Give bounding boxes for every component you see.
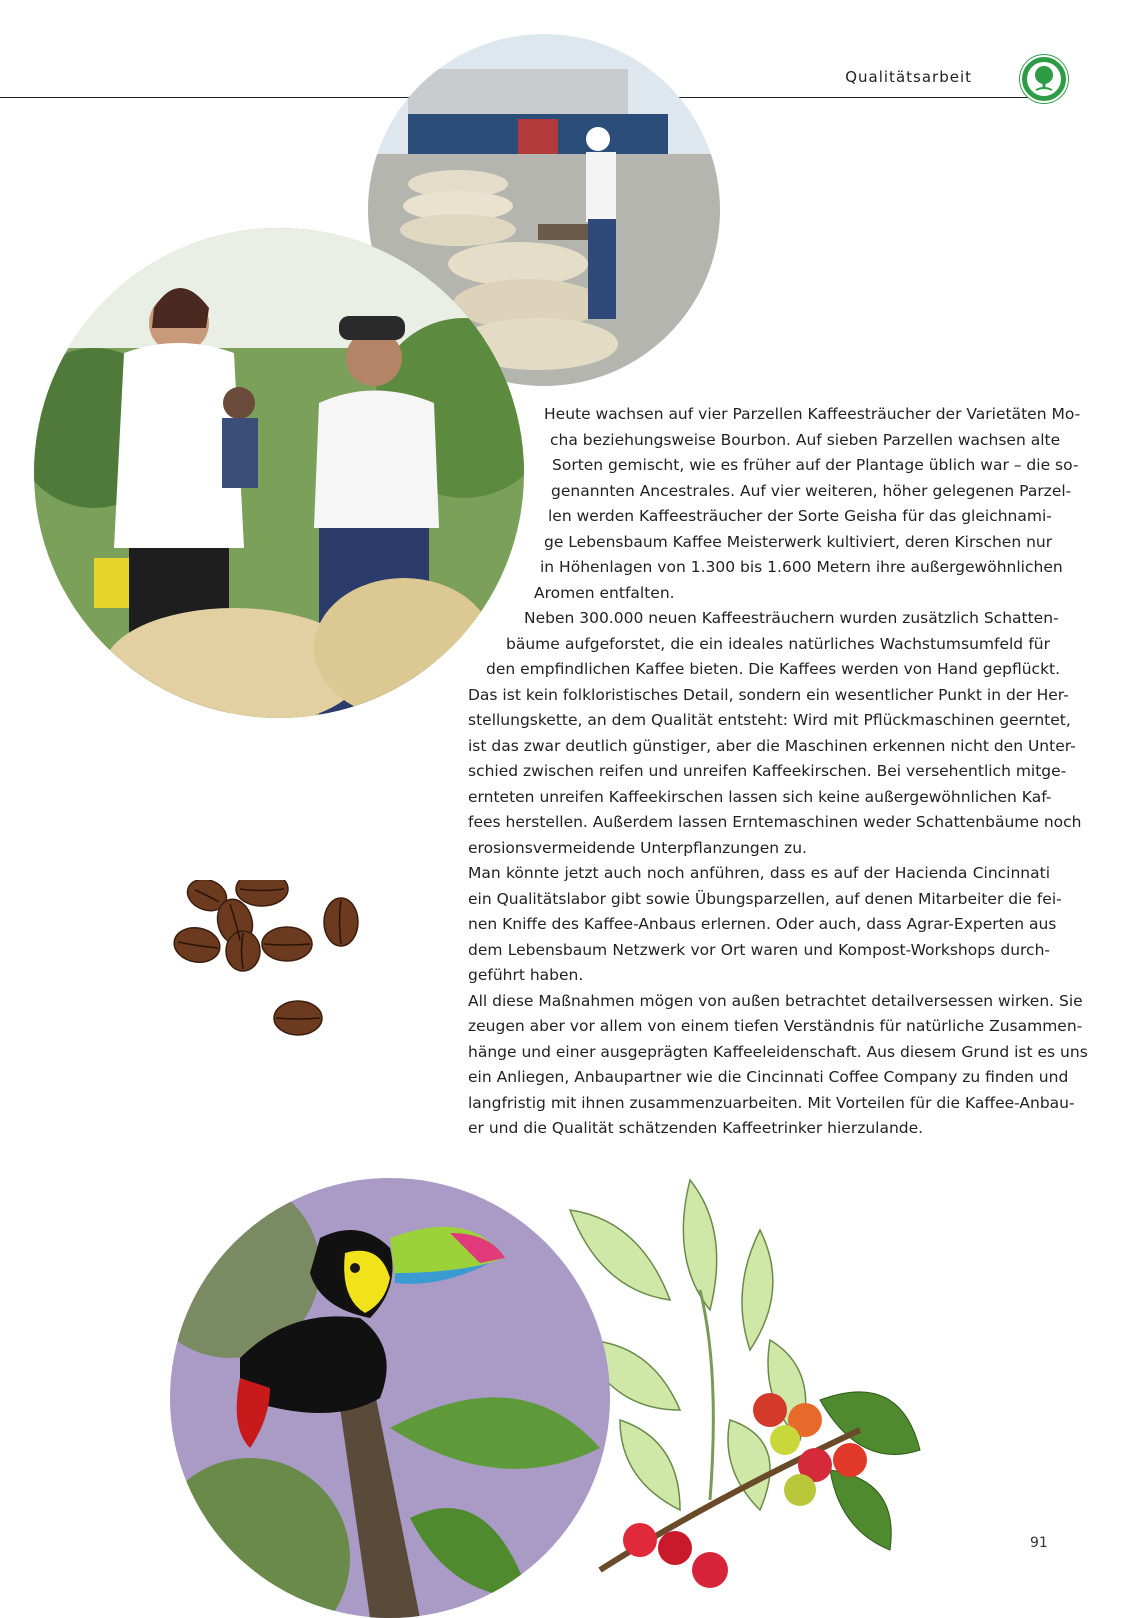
paragraph-line: ernteten unreifen Kaffeekirschen lassen sich keine außergewöhnlichen Kaf- (468, 787, 1052, 806)
paragraph-line: Neben 300.000 neuen Kaffeesträuchern wurden zusätzlich Schatten- (524, 609, 1059, 627)
paragraph-line: hänge und einer ausgeprägten Kaffeeleidenschaft. Aus diesem Grund ist es uns (468, 1042, 1088, 1061)
paragraph-line: stellungskette, an dem Qualität entsteht: Wird mit Pflückmaschinen geerntet, (468, 711, 1071, 729)
paragraph-line: cha beziehungsweise Bourbon. Auf sieben Parzellen wachsen alte (550, 430, 1061, 449)
section-label: Qualitätsarbeit (845, 68, 972, 86)
paragraph-line: erosionsvermeidende Unterpflanzungen zu. (468, 838, 807, 857)
tree-icon (1022, 57, 1066, 101)
farmers-photo (34, 228, 524, 718)
page-number: 91 (1030, 1535, 1048, 1551)
paragraph-line: in Höhenlagen von 1.300 bis 1.600 Metern ihre außergewöhnlichen (540, 558, 1063, 576)
paragraph-line: nen Kniffe des Kaffee-Anbaus erlernen. Oder auch, dass Agrar-Experten aus (468, 915, 1057, 933)
paragraph-line: zeugen aber vor allem von einem tiefen Verständnis für natürliche Zusammen- (468, 1017, 1083, 1035)
paragraph-line: Aromen entfalten. (534, 583, 675, 602)
paragraph-line: er und die Qualität schätzenden Kaffeetrinker hierzulande. (468, 1119, 924, 1137)
paragraph-line: Heute wachsen auf vier Parzellen Kaffeesträucher der Varietäten Mo- (544, 405, 1081, 423)
paragraph-line: len werden Kaffeesträucher der Sorte Geisha für das gleichnami- (548, 507, 1052, 525)
paragraph-line: ge Lebensbaum Kaffee Meisterwerk kultiviert, deren Kirschen nur (544, 532, 1053, 551)
coffee-beans-image (170, 880, 380, 1050)
paragraph-line: fees herstellen. Außerdem lassen Erntemaschinen weder Schattenbäume noch (468, 813, 1082, 831)
paragraph-line: bäume aufgeforstet, die ein ideales natürliches Wachstumsumfeld für (506, 634, 1050, 653)
paragraph-line: All diese Maßnahmen mögen von außen betrachtet detailversessen wirken. Sie (468, 991, 1083, 1010)
paragraph-line: ein Qualitätslabor gibt sowie Übungsparzellen, auf denen Mitarbeiter die fei- (468, 889, 1062, 908)
lebensbaum-logo (1020, 55, 1068, 103)
paragraph-line: ein Anliegen, Anbaupartner wie die Cincinnati Coffee Company zu finden und (468, 1068, 1069, 1086)
paragraph-line: den empfindlichen Kaffee bieten. Die Kaffees werden von Hand gepflückt. (486, 660, 1061, 678)
paragraph-line: Sorten gemischt, wie es früher auf der Plantage üblich war – die so- (552, 456, 1079, 474)
paragraph-line: geführt haben. (468, 966, 584, 984)
toucan-photo (170, 1178, 610, 1618)
paragraph-line: Man könnte jetzt auch noch anführen, dass es auf der Hacienda Cincinnati (468, 864, 1050, 882)
coffee-branch-illustration (560, 1170, 940, 1590)
paragraph-line: langfristig mit ihnen zusammenzuarbeiten. Mit Vorteilen für die Kaffee-Anbau- (468, 1093, 1075, 1112)
paragraph-line: genannten Ancestrales. Auf vier weiteren, höher gelegenen Parzel- (551, 481, 1072, 500)
paragraph-line: ist das zwar deutlich günstiger, aber die Maschinen erkennen nicht den Unter- (468, 736, 1076, 755)
paragraph-line: schied zwischen reifen und unreifen Kaffeekirschen. Bei versehentlich mitge- (468, 762, 1067, 780)
paragraph-line: Das ist kein folkloristisches Detail, sondern ein wesentlicher Punkt in der Her- (468, 685, 1069, 704)
paragraph-line: dem Lebensbaum Netzwerk vor Ort waren und Kompost-Workshops durch- (468, 940, 1050, 959)
